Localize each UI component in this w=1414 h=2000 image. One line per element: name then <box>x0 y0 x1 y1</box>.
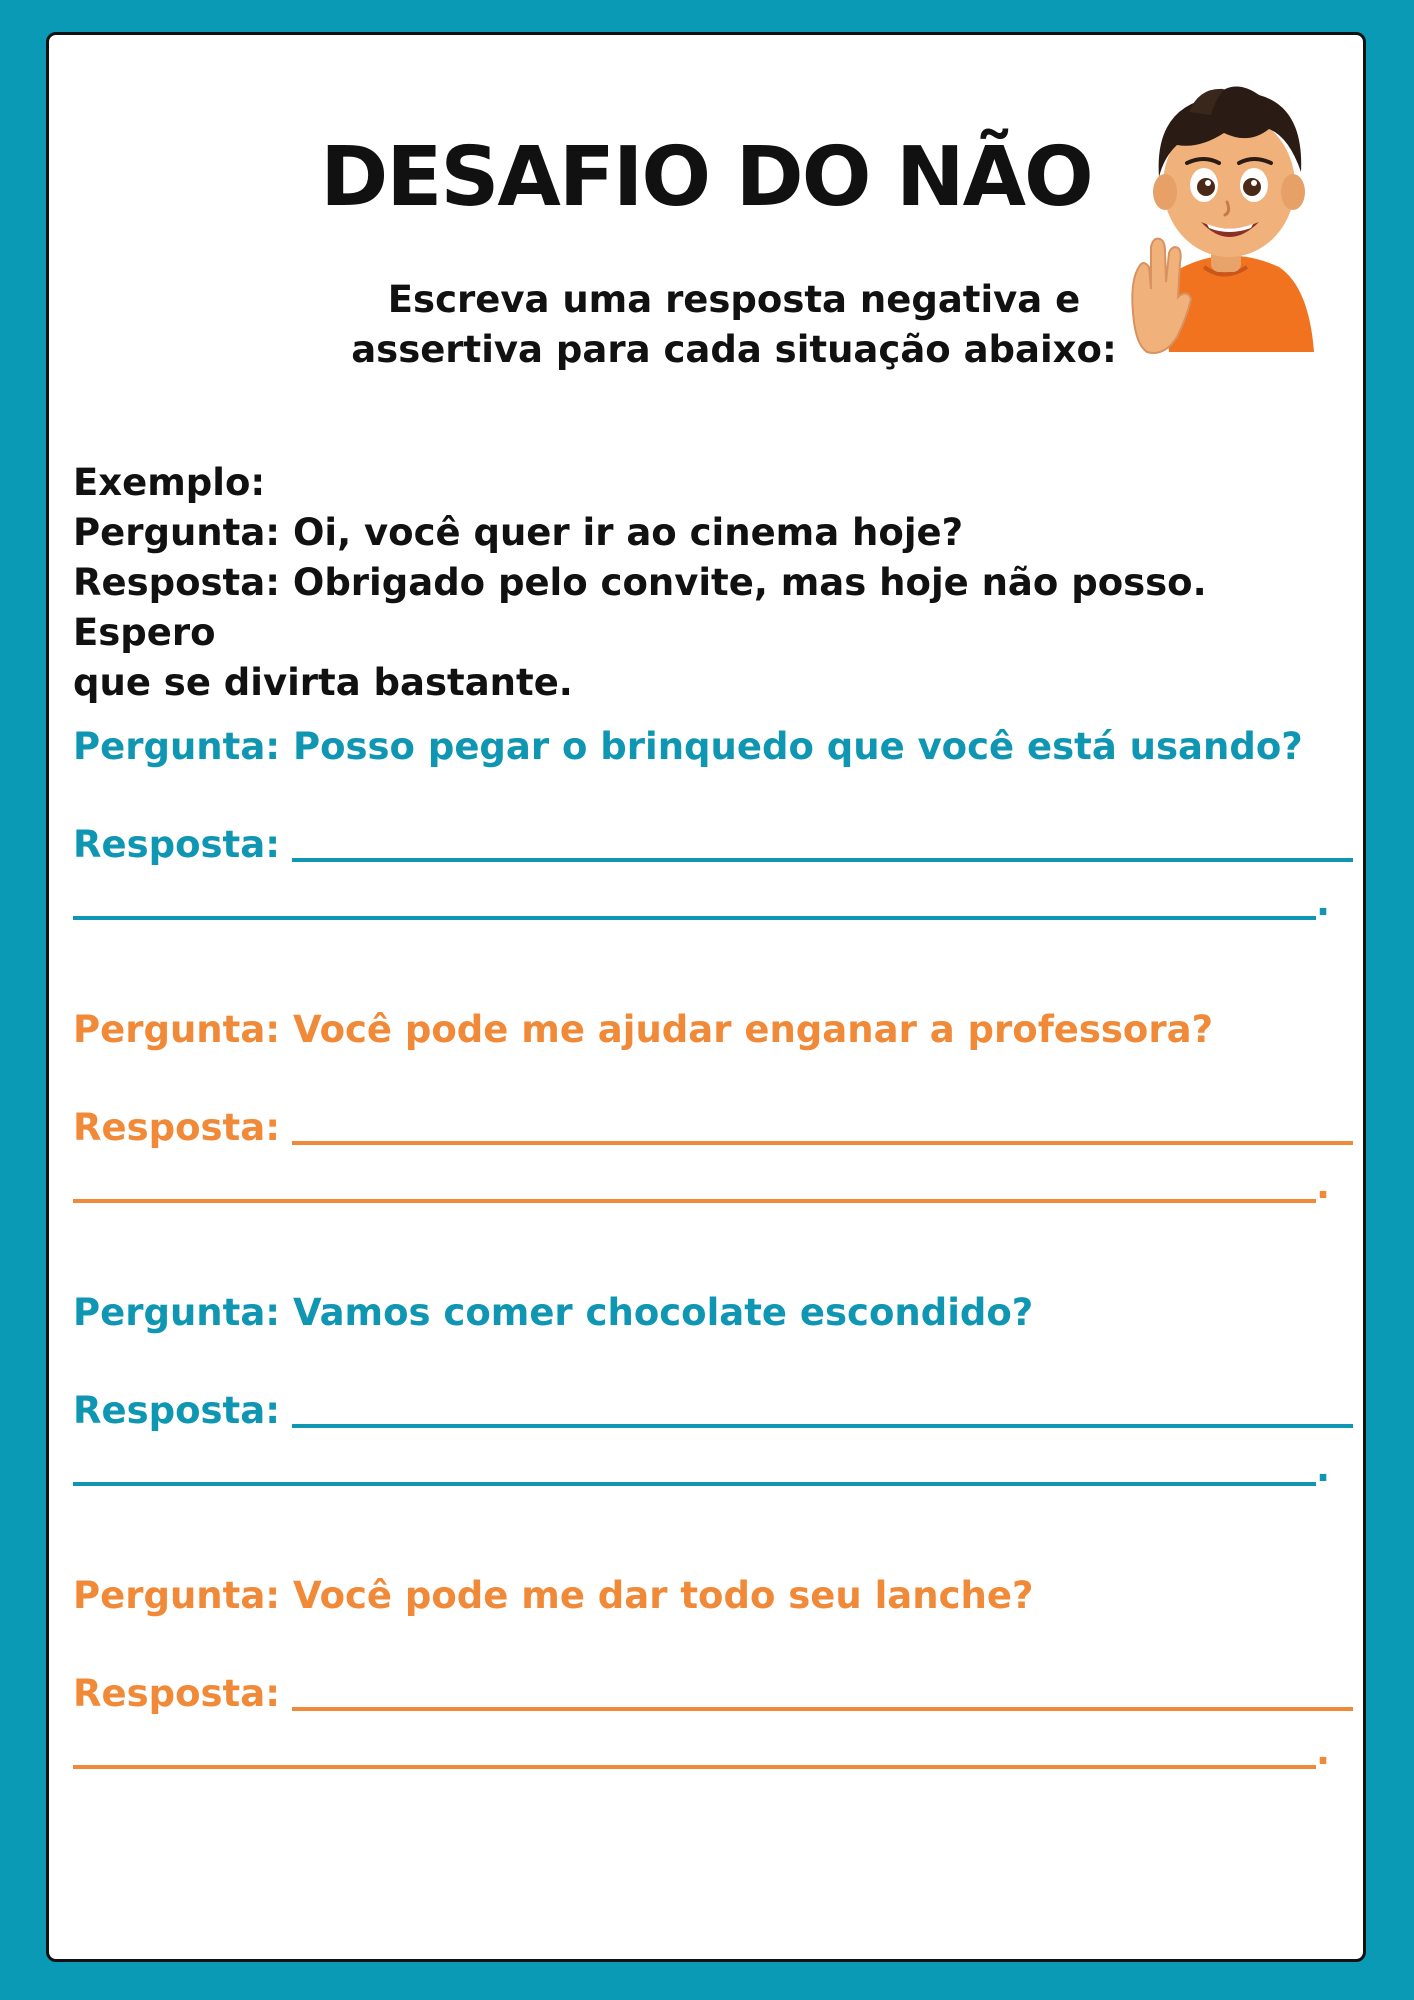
example-question: Pergunta: Oi, você quer ir ao cinema hoje? <box>73 511 964 554</box>
instructions <box>269 275 1199 375</box>
answer-end-mark: . <box>1316 881 1331 924</box>
question-block-3 <box>73 1288 1353 1494</box>
question-block-4 <box>73 1571 1353 1777</box>
answer-line-continued[interactable] <box>73 916 1316 920</box>
example-heading: Exemplo: <box>73 461 266 504</box>
answer-label: Resposta: <box>73 1106 280 1149</box>
answer-end-mark: . <box>1316 1730 1331 1773</box>
answer-line-continued[interactable] <box>73 1199 1316 1203</box>
answer-line-continued[interactable] <box>73 1482 1316 1486</box>
instructions-line-2: assertiva para cada situação abaixo: <box>351 328 1117 371</box>
page-title: DESAFIO DO NÃO <box>320 130 1092 225</box>
answer-label: Resposta: <box>73 1389 280 1432</box>
instructions-line-1: Escreva uma resposta negativa e <box>387 278 1081 321</box>
answer-label: Resposta: <box>73 823 280 866</box>
answer-label: Resposta: <box>73 1672 280 1715</box>
answer-line[interactable] <box>292 1707 1353 1711</box>
boy-stop-hand-icon <box>1129 67 1319 357</box>
question-block-1 <box>73 722 1353 928</box>
worksheet-page <box>46 32 1366 1962</box>
answer-end-mark: . <box>1316 1447 1331 1490</box>
answer-line[interactable] <box>292 1141 1353 1145</box>
example-answer-line-2: que se divirta bastante. <box>73 661 573 704</box>
question-block-2 <box>73 1005 1353 1211</box>
answer-line[interactable] <box>292 1424 1353 1428</box>
example-answer-line-1: Resposta: Obrigado pelo convite, mas hoje não posso. Espero <box>73 561 1207 654</box>
question-text: Pergunta: Você pode me ajudar enganar a professora? <box>73 1008 1214 1051</box>
answer-end-mark: . <box>1316 1164 1331 1207</box>
example-section <box>73 458 1343 708</box>
answer-line[interactable] <box>292 858 1353 862</box>
answer-line-continued[interactable] <box>73 1765 1316 1769</box>
question-text: Pergunta: Você pode me dar todo seu lanche? <box>73 1574 1034 1617</box>
question-text: Pergunta: Posso pegar o brinquedo que você está usando? <box>73 725 1303 768</box>
question-text: Pergunta: Vamos comer chocolate escondido? <box>73 1291 1034 1334</box>
